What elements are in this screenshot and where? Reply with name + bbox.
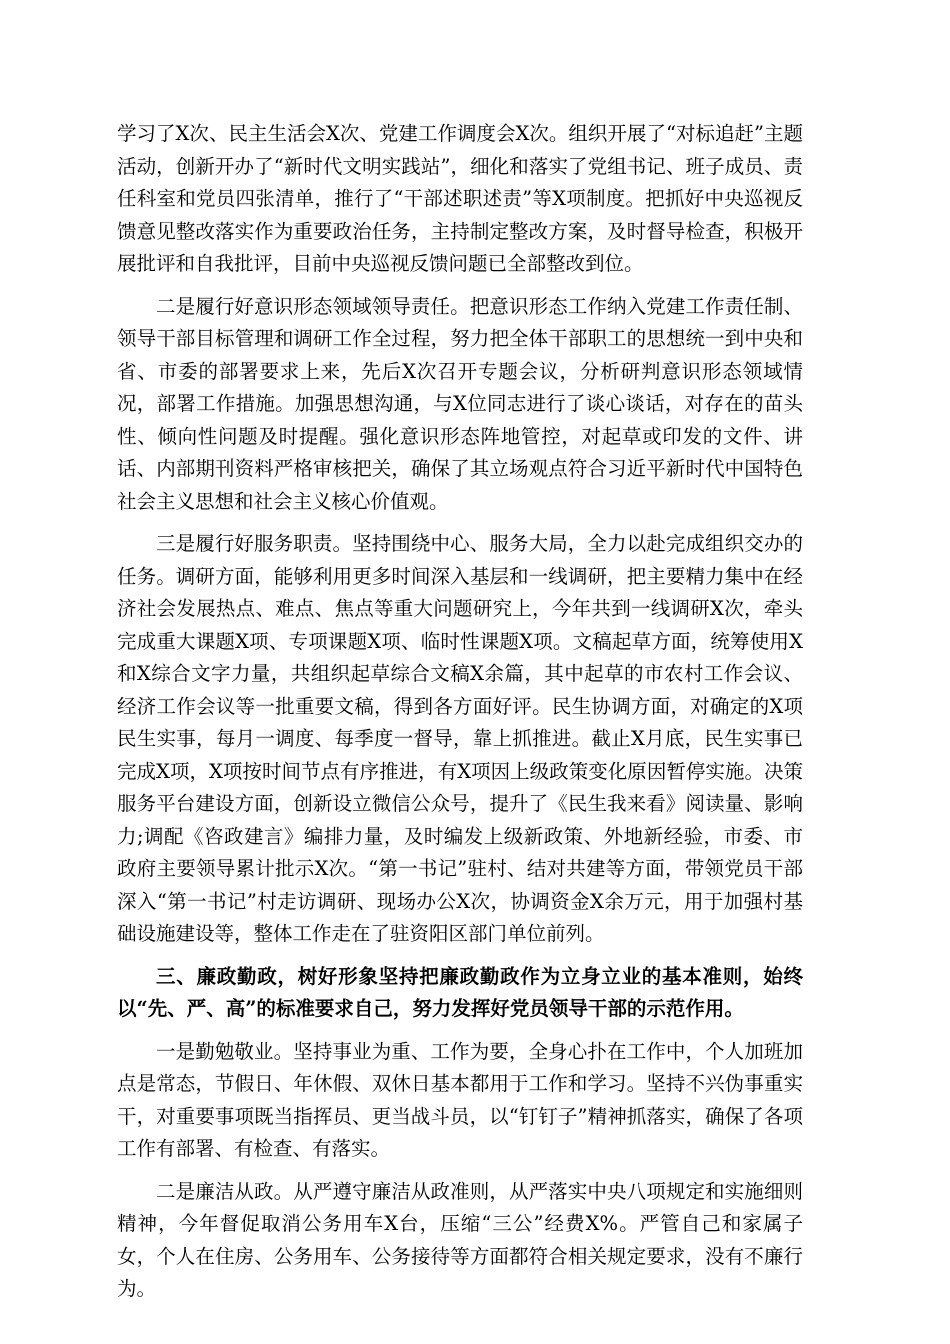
section-heading-integrity: 三、廉政勤政，树好形象坚持把廉政勤政作为立身立业的基本准则，始终以“先、严、高”的标准要求自己，努力发挥好党员领导干部的示范作用。 (117, 964, 803, 1020)
paragraph-party-building-continued: 学习了X次、民主生活会X次、党建工作调度会X次。组织开展了“对标追赶”主题活动，创新开办了“新时代文明实践站”，细化和落实了党组书记、班子成员、责任科室和党员四张清单，推行了“干部述职述责”等X项制度。把抓好中央巡视反馈意见整改落实作为重要政治任务，主持制定整改方案，及时督导检查，积极开展批评和自我批评，目前中央巡视反馈问题已全部整改到位。 (117, 122, 803, 275)
document-page (117, 118, 803, 1316)
paragraph-diligence: 一是勤勉敬业。坚持事业为重、工作为要，全身心扑在工作中，个人加班加点是常态，节假日、年休假、双休日基本都用于工作和学习。坚持不兴伪事重实干，对重要事项既当指挥员、更当战斗员，以“钉钉子”精神抓落实，确保了各项工作有部署、有检查、有落实。 (117, 1039, 803, 1160)
paragraph-clean-governance: 二是廉洁从政。从严遵守廉洁从政准则，从严落实中央八项规定和实施细则精神，今年督促取消公务用车X台，压缩“三公”经费X%。严管自己和家属子女，个人在住房、公务用车、公务接待等方面都符合相关规定要求，没有不廉行为。 (117, 1179, 803, 1300)
paragraph-ideology-responsibility: 二是履行好意识形态领域领导责任。把意识形态工作纳入党建工作责任制、领导干部目标管理和调研工作全过程，努力把全体干部职工的思想统一到中央和省、市委的部署要求上来，先后X次召开专题会议，分析研判意识形态领域情况，部署工作措施。加强思想沟通，与X位同志进行了谈心谈话，对存在的苗头性、倾向性问题及时提醒。强化意识形态阵地管控，对起草或印发的文件、讲话、内部期刊资料严格审核把关，确保了其立场观点符合习近平新时代中国特色社会主义思想和社会主义核心价值观。 (117, 294, 803, 513)
paragraph-service-duties: 三是履行好服务职责。坚持围绕中心、服务大局，全力以赴完成组织交办的任务。调研方面，能够利用更多时间深入基层和一线调研，把主要精力集中在经济社会发展热点、难点、焦点等重大问题研究上，今年共到一线调研X次，牵头完成重大课题X项、专项课题X项、临时性课题X项。文稿起草方面，统筹使用X和X综合文字力量，共组织起草综合文稿X余篇，其中起草的市农村工作会议、经济工作会议等一批重要文稿，得到各方面好评。民生协调方面，对确定的X项民生实事，每月一调度、每季度一督导，靠上抓推进。截止X月底，民生实事已完成X项，X项按时间节点有序推进，有X项因上级政策变化原因暂停实施。决策服务平台建设方面，创新设立微信公众号，提升了《民生我来看》阅读量、影响力;调配《咨政建言》编排力量，及时编发上级新政策、外地新经验，市委、市政府主要领导累计批示X次。“第一书记”驻村、结对共建等方面，带领党员干部深入“第一书记”村走访调研、现场办公X次，协调资金X余万元，用于加强村基础设施建设等，整体工作走在了驻资阳区部门单位前列。 (117, 532, 803, 945)
